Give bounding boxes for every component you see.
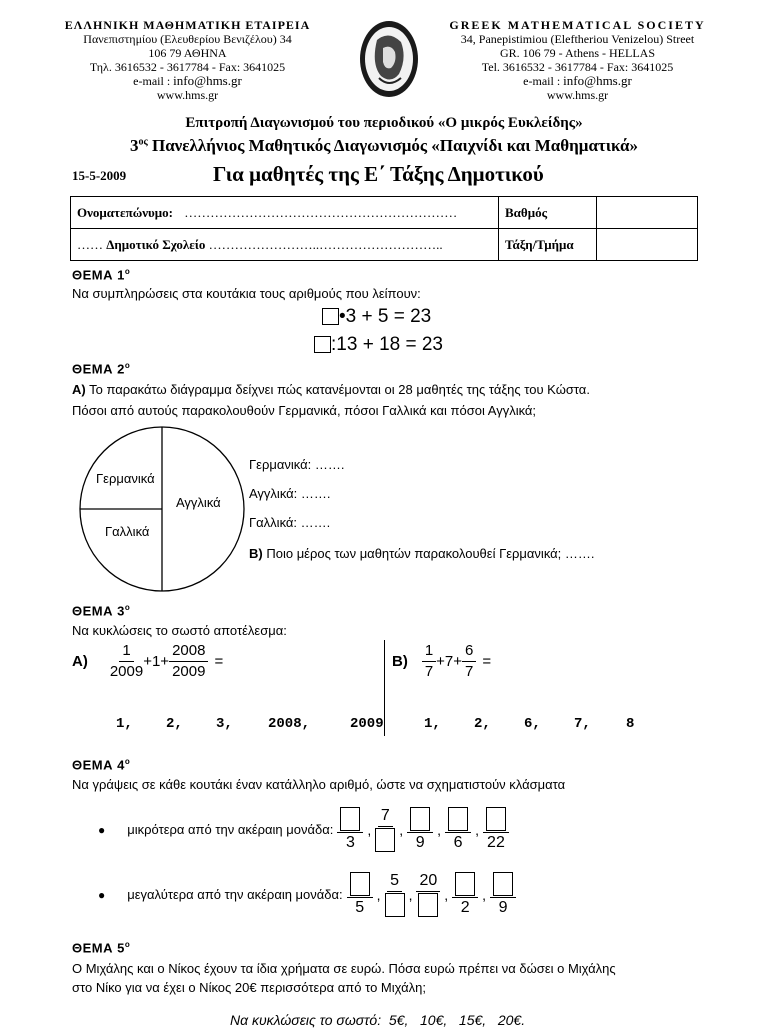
- pie-label-english: Αγγλικά: [176, 495, 221, 510]
- phone-english: Tel. 3616532 - 3617784 - Fax: 3641025: [481, 60, 674, 74]
- choice-option[interactable]: 2009: [350, 716, 384, 732]
- comma: ,: [482, 886, 487, 903]
- email-link[interactable]: info@hms.gr: [563, 73, 632, 88]
- choice-option[interactable]: 8: [626, 716, 635, 732]
- competition-number: 3: [130, 136, 139, 155]
- answer-box[interactable]: [314, 336, 331, 353]
- part-b-text: Ποιο μέρος των μαθητών παρακολουθεί Γερμανικά; …….: [266, 546, 595, 561]
- denominator: [375, 827, 395, 853]
- theme4-text: Να γράψεις σε κάθε κουτάκι έναν κατάλληλο αριθμό, ώστε να σχηματιστούν κλάσματα: [72, 777, 566, 792]
- theme2-label: ΘΕΜΑ 2: [72, 361, 125, 377]
- theme1-eq1: [322, 306, 431, 328]
- answer-box[interactable]: [486, 807, 506, 831]
- fraction: [483, 806, 509, 853]
- fraction: [445, 806, 471, 853]
- org-name-greek: ΕΛΛΗΝΙΚΗ ΜΑΘΗΜΑΤΙΚΗ ΕΤΑΙΡΕΙΑ: [64, 18, 311, 32]
- part-a-text: Το παρακάτω διάγραμμα δείχνει πώς κατανέμονται οι 28 μαθητές της τάξης του Κώστα.: [89, 382, 590, 397]
- school-label: Δημοτικό Σχολείο: [106, 236, 206, 252]
- operator: +1+: [143, 653, 170, 670]
- answer-german[interactable]: Γερμανικά: …….: [249, 457, 345, 472]
- theme3-choices-a: [116, 716, 384, 732]
- theme3-expr-b: [392, 641, 491, 682]
- society-logo: [357, 18, 421, 100]
- operator: +7+: [436, 653, 463, 670]
- numerator: [445, 806, 471, 833]
- answer-english[interactable]: Αγγλικά: …….: [249, 486, 331, 501]
- theme3-expr-a: [72, 641, 223, 682]
- competition-number-sup: ος: [138, 136, 148, 148]
- numerator: 1: [422, 641, 436, 662]
- fraction: [347, 871, 373, 918]
- numerator: 6: [462, 641, 476, 662]
- city-greek: 106 79 ΑΘΗΝΑ: [148, 46, 227, 60]
- denominator: 7: [465, 663, 474, 680]
- school-row: [71, 229, 698, 261]
- website-link-english[interactable]: www.hms.gr: [546, 88, 609, 102]
- comma: ,: [444, 886, 449, 903]
- theme1-sup: ο: [124, 267, 131, 276]
- org-name-english: GREEK MATHEMATICAL SOCIETY: [449, 18, 706, 32]
- numerator: 1: [119, 641, 133, 662]
- bullet-icon: ●: [98, 822, 106, 837]
- theme2-question-a: [72, 382, 590, 397]
- theme1-label: ΘΕΜΑ 1: [72, 267, 125, 283]
- numerator: 5: [387, 871, 402, 892]
- choice-option[interactable]: 3,: [216, 716, 233, 732]
- theme2-question-a-line2: Πόσοι από αυτούς παρακολουθούν Γερμανικά, πόσοι Γαλλικά και πόσοι Αγγλικά;: [72, 403, 537, 418]
- theme2-sup: ο: [124, 361, 131, 370]
- bullet-icon: ●: [98, 887, 106, 902]
- fraction: [422, 641, 436, 682]
- equals-sign: =: [482, 653, 492, 670]
- theme1-eq2: [314, 334, 443, 356]
- numerator: [483, 806, 509, 833]
- theme5-title: [72, 940, 130, 955]
- answer-box[interactable]: [385, 893, 405, 917]
- numerator: 2008: [169, 641, 208, 662]
- denominator: [418, 892, 438, 918]
- theme5-text-line2: στο Νίκο για να έχει ο Νίκος 20€ περισσότερα από το Μιχάλη;: [72, 980, 426, 995]
- competition-name: Πανελλήνιος Μαθητικός Διαγωνισμός «Παιχνίδι και Μαθηματικά»: [151, 136, 638, 155]
- theme3-label: ΘΕΜΑ 3: [72, 603, 125, 619]
- class-field[interactable]: [597, 229, 698, 261]
- grade-label: Βαθμός: [499, 197, 597, 229]
- numerator: 20: [416, 871, 440, 892]
- answer-box[interactable]: [322, 308, 339, 325]
- theme1-text: Να συμπληρώσεις στα κουτάκια τους αριθμούς που λείπουν:: [72, 286, 421, 301]
- numerator: [347, 871, 373, 898]
- answer-french[interactable]: Γαλλικά: …….: [249, 515, 331, 530]
- answer-box[interactable]: [340, 807, 360, 831]
- denominator: 2009: [109, 663, 144, 680]
- theme3-text: Να κυκλώσεις το σωστό αποτέλεσμα:: [72, 623, 287, 638]
- comma: ,: [475, 821, 479, 838]
- school-cell[interactable]: [71, 229, 499, 261]
- pie-label-french: Γαλλικά: [105, 524, 150, 539]
- header-right: [440, 18, 715, 102]
- numerator: [407, 806, 433, 833]
- name-cell[interactable]: [71, 197, 499, 229]
- choice-option[interactable]: 2008,: [268, 716, 311, 732]
- fraction: [385, 871, 405, 918]
- numerator: [490, 871, 516, 898]
- theme3-divider: [384, 640, 385, 736]
- fraction: [375, 806, 395, 853]
- theme5-sup: ο: [124, 940, 131, 949]
- theme4-label: ΘΕΜΑ 4: [72, 757, 125, 773]
- class-label: Τάξη/Τμήμα: [499, 229, 597, 261]
- answer-box[interactable]: [448, 807, 468, 831]
- denominator: 2009: [172, 663, 206, 680]
- theme4-less-row: [98, 806, 509, 853]
- address-greek: Πανεπιστημίου (Ελευθερίου Βενιζέλου) 34: [83, 32, 292, 46]
- choice-option[interactable]: 1,: [424, 716, 441, 732]
- student-info-table: [70, 196, 698, 261]
- less-label: μικρότερα από την ακέραιη μονάδα:: [127, 822, 334, 837]
- choice-option[interactable]: 2,: [166, 716, 183, 732]
- fraction: [337, 806, 363, 853]
- fraction: [110, 641, 143, 682]
- city-english: GR. 106 79 - Athens - HELLAS: [500, 46, 655, 60]
- name-label: Ονοματεπώνυμο:: [77, 204, 173, 220]
- grade-title: Για μαθητές της Ε΄ Τάξης Δημοτικού: [213, 162, 544, 186]
- address-english: 34, Panepistimiou (Eleftheriou Venizelou) Street: [460, 32, 695, 46]
- equals-sign: =: [214, 653, 224, 670]
- theme4-title: [72, 757, 130, 772]
- email-line-greek: [60, 74, 315, 88]
- answer-box[interactable]: [375, 828, 395, 852]
- theme3-choices-b: [424, 716, 634, 732]
- theme5-label: ΘΕΜΑ 5: [72, 940, 125, 956]
- eq1-text: •3 + 5 = 23: [339, 306, 432, 327]
- theme2-title: [72, 361, 130, 376]
- pie-label-german: Γερμανικά: [96, 471, 155, 486]
- fraction: [490, 871, 516, 918]
- email-label: e-mail :: [133, 74, 171, 88]
- comma: ,: [376, 886, 381, 903]
- exam-date: 15-5-2009: [72, 168, 127, 183]
- fraction: [416, 871, 440, 918]
- comma: ,: [408, 886, 413, 903]
- theme3-sup: ο: [124, 603, 131, 612]
- denominator: 3: [345, 834, 355, 851]
- eq2-text: :13 + 18 = 23: [331, 334, 443, 355]
- denominator: 9: [498, 899, 508, 916]
- website-link-greek[interactable]: www.hms.gr: [156, 88, 219, 102]
- email-line-english: [440, 74, 715, 88]
- denominator: 6: [453, 834, 463, 851]
- theme1-title: [72, 267, 130, 282]
- numerator: 7: [378, 806, 393, 827]
- answer-box[interactable]: [410, 807, 430, 831]
- denominator: 9: [415, 834, 425, 851]
- theme4-sup: ο: [124, 757, 131, 766]
- denominator: 5: [355, 899, 365, 916]
- school-prefix-dots: ……: [77, 236, 103, 252]
- part-a-label: Α): [72, 653, 88, 670]
- answer-box[interactable]: [418, 893, 438, 917]
- fraction: [407, 806, 433, 853]
- answer-box[interactable]: [493, 872, 513, 896]
- comma: ,: [399, 821, 404, 838]
- choice-option[interactable]: 1,: [116, 716, 133, 732]
- fraction: [452, 871, 478, 918]
- choice-option[interactable]: 2,: [474, 716, 491, 732]
- name-dots: ………………………………………………………: [184, 204, 458, 220]
- part-a-label: Α): [72, 382, 86, 397]
- name-row: [71, 197, 698, 229]
- comma: ,: [367, 821, 372, 838]
- theme5-choices[interactable]: Να κυκλώσεις το σωστό: 5€, 10€, 15€, 20€.: [230, 1012, 526, 1028]
- theme5-text-line1: Ο Μιχάλης και ο Νίκος έχουν τα ίδια χρήματα σε ευρώ. Πόσα ευρώ πρέπει να δώσει ο Μιχάλης: [72, 961, 616, 976]
- fraction: [462, 641, 476, 682]
- answer-box[interactable]: [350, 872, 370, 896]
- email-link[interactable]: info@hms.gr: [173, 73, 242, 88]
- denominator: 2: [460, 899, 470, 916]
- email-label: e-mail :: [523, 74, 561, 88]
- part-b-label: Β): [392, 653, 408, 670]
- comma: ,: [437, 821, 442, 838]
- answer-box[interactable]: [455, 872, 475, 896]
- part-b-label: Β): [249, 546, 263, 561]
- numerator: [452, 871, 478, 898]
- theme2-question-b: [249, 546, 595, 561]
- theme3-title: [72, 603, 130, 618]
- school-dots: ……………………..………………………..: [208, 236, 443, 252]
- greater-label: μεγαλύτερα από την ακέραιη μονάδα:: [127, 887, 343, 902]
- fraction: [169, 641, 208, 682]
- denominator: 7: [424, 663, 434, 680]
- competition-title: [0, 136, 768, 156]
- numerator: [337, 806, 363, 833]
- committee-title: Επιτροπή Διαγωνισμού του περιοδικού «Ο μικρός Ευκλείδης»: [185, 115, 583, 131]
- denominator: 22: [487, 834, 505, 851]
- theme4-greater-row: [98, 871, 516, 918]
- header-left: [60, 18, 315, 102]
- grade-field[interactable]: [597, 197, 698, 229]
- choice-option[interactable]: 6,: [524, 716, 541, 732]
- denominator: [385, 892, 405, 918]
- phone-greek: Τηλ. 3616532 - 3617784 - Fax: 3641025: [89, 60, 286, 74]
- choice-option[interactable]: 7,: [574, 716, 591, 732]
